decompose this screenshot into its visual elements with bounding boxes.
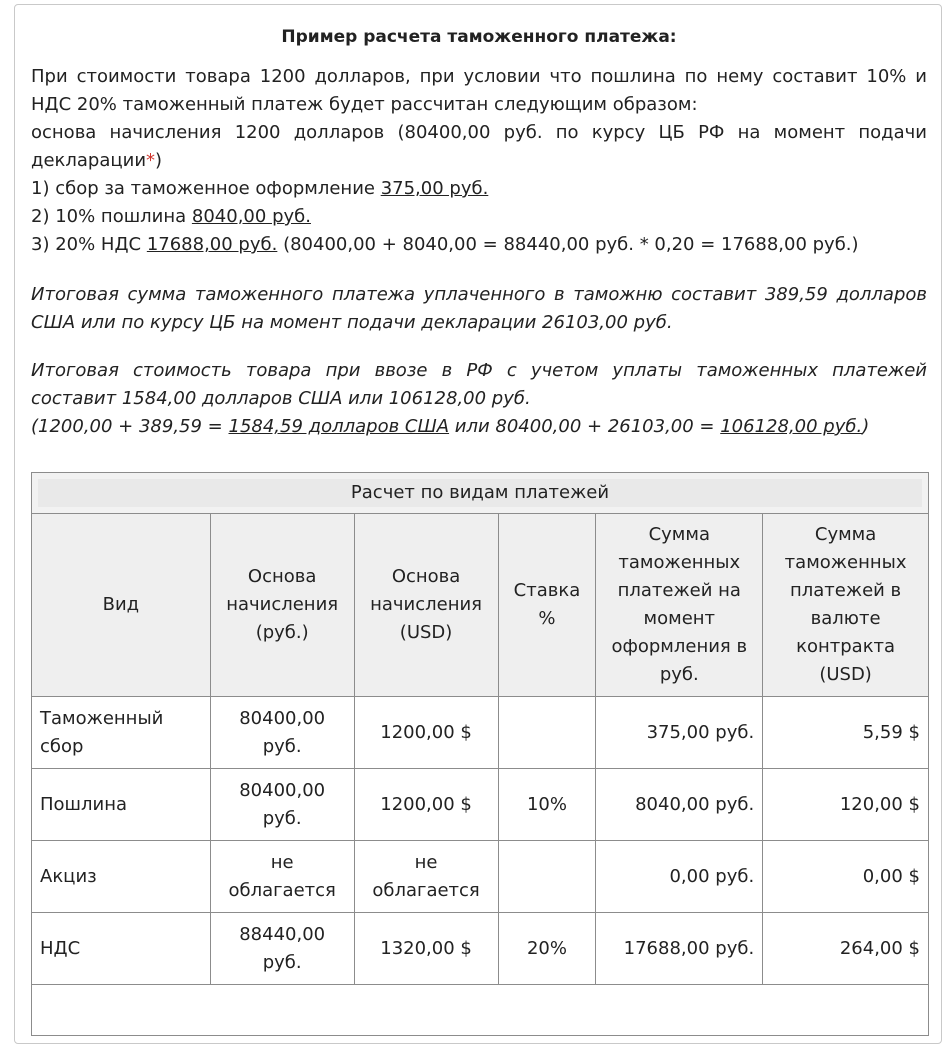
column-header-sum-rub: Сумма таможенных платежей на момент оформления в руб.: [596, 514, 763, 697]
table-cell: 80400,00 руб.: [210, 769, 354, 841]
table-cell: [498, 697, 596, 769]
table-empty-cell: [32, 985, 929, 1036]
table-cell: 1200,00 $: [354, 697, 498, 769]
document-content: [31, 19, 927, 441]
document-panel: [14, 4, 942, 1044]
table-cell: [498, 841, 596, 913]
total-cost-rub: 106128,00 руб.: [720, 416, 863, 437]
table-cell: 10%: [498, 769, 596, 841]
total-payment-line-2: США или по курсу ЦБ на момент подачи декларации 26103,00 руб.: [31, 312, 673, 333]
intro-line-4: [31, 147, 927, 175]
table-cell: 0,00 руб.: [596, 841, 763, 913]
table-cell: 80400,00 руб.: [210, 697, 354, 769]
table-cell: 264,00 $: [763, 913, 929, 985]
table-cell: 88440,00 руб.: [210, 913, 354, 985]
table-caption-row: [32, 473, 929, 514]
intro-line-1: При стоимости товара 1200 долларов, при условии что пошлина по нему составит 10% и: [31, 66, 927, 87]
list-item-formula: (80400,00 + 8040,00 = 88440,00 руб. * 0,20 = 17688,00 руб.): [277, 234, 859, 255]
column-header-type: Вид: [32, 514, 211, 697]
table-caption: [32, 473, 929, 514]
table-cell: 0,00 $: [763, 841, 929, 913]
table-caption-text: Расчет по видам платежей: [38, 479, 922, 507]
intro-line-4-text: декларации: [31, 150, 147, 171]
table-row: [32, 841, 929, 913]
payments-table: [31, 472, 929, 1036]
table-row: [32, 913, 929, 985]
footnote-asterisk[interactable]: *: [146, 150, 156, 171]
table-cell: 5,59 $: [763, 697, 929, 769]
total-payment-line-1: Итоговая сумма таможенного платежа уплаченного в таможню составит 389,59 долларов: [31, 284, 927, 305]
table-cell: НДС: [32, 913, 211, 985]
column-header-rate: Ставка %: [498, 514, 596, 697]
table-row: [32, 769, 929, 841]
list-item-label: 1) сбор за таможенное оформление: [31, 178, 381, 199]
table-cell: Акциз: [32, 841, 211, 913]
column-header-base-usd: Основа начисления (USD): [354, 514, 498, 697]
table-cell: Таможенный сбор: [32, 697, 211, 769]
table-cell: не облагается: [354, 841, 498, 913]
list-item-vat: [31, 231, 927, 259]
table-cell: 1320,00 $: [354, 913, 498, 985]
list-item-duty: [31, 203, 927, 231]
column-header-sum-usd: Сумма таможенных платежей в валюте контракта (USD): [763, 514, 929, 697]
intro-line-3: основа начисления 1200 долларов (80400,00 руб. по курсу ЦБ РФ на момент подачи: [31, 122, 927, 143]
total-cost-usd: 1584,59 долларов США: [228, 416, 450, 437]
page-title: Пример расчета таможенного платежа:: [281, 27, 677, 47]
column-header-base-rub: Основа начисления (руб.): [210, 514, 354, 697]
table-cell: 20%: [498, 913, 596, 985]
total-cost-line-1: Итоговая стоимость товара при ввозе в РФ с учетом уплаты таможенных платежей: [31, 360, 927, 381]
list-item-amount: 375,00 руб.: [380, 178, 489, 199]
table-cell: 375,00 руб.: [596, 697, 763, 769]
total-cost-formula-b: или 80400,00 + 26103,00 =: [449, 416, 721, 437]
total-cost-formula-end: ): [862, 416, 870, 437]
list-item-label: 2) 10% пошлина: [31, 206, 192, 227]
table-row: [32, 697, 929, 769]
intro-line-4-end: ): [155, 150, 163, 171]
table-empty-row: [32, 985, 929, 1036]
total-cost-formula-a: (1200,00 + 389,59 =: [31, 416, 229, 437]
intro-line-2: НДС 20% таможенный платеж будет рассчитан следующим образом:: [31, 94, 698, 115]
list-item-amount: 17688,00 руб.: [146, 234, 278, 255]
table-header-row: [32, 514, 929, 697]
total-cost-line-3: [31, 413, 927, 441]
table-cell: Пошлина: [32, 769, 211, 841]
table-cell: 120,00 $: [763, 769, 929, 841]
table-cell: не облагается: [210, 841, 354, 913]
table-cell: 8040,00 руб.: [596, 769, 763, 841]
table-cell: 17688,00 руб.: [596, 913, 763, 985]
list-item-label: 3) 20% НДС: [31, 234, 147, 255]
list-item-amount: 8040,00 руб.: [191, 206, 311, 227]
list-item-fee: [31, 175, 927, 203]
total-cost-line-2: составит 1584,00 долларов США или 106128,00 руб.: [31, 388, 531, 409]
table-cell: 1200,00 $: [354, 769, 498, 841]
